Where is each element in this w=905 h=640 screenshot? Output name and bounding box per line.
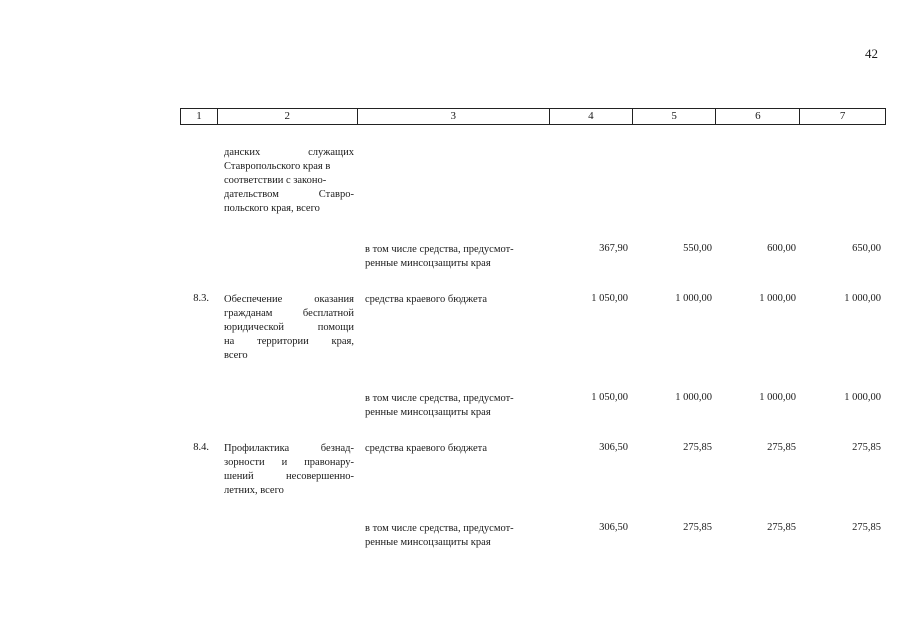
funding-source-line: в том числе средства, предусмот- (365, 523, 514, 534)
value-col-4: 1 050,00 (591, 392, 628, 403)
word: несовершенно- (286, 471, 354, 482)
value-col-4: 367,90 (599, 243, 628, 254)
word: безнад- (320, 443, 354, 454)
value-col-4: 306,50 (599, 522, 628, 533)
word: оказания (314, 294, 354, 305)
value-col-7: 1 000,00 (844, 392, 881, 403)
word: Обеспечение (224, 294, 283, 305)
word: юридической (224, 322, 284, 333)
word: дательством (224, 189, 279, 200)
item-name (224, 442, 354, 498)
value-col-6: 1 000,00 (759, 293, 796, 304)
header-cell-4: 4 (550, 109, 633, 124)
item-name-line: польского края, всего (224, 203, 320, 214)
value-col-7: 275,85 (852, 522, 881, 533)
item-name-line (224, 321, 354, 335)
header-cell-1: 1 (181, 109, 218, 124)
item-name-line (224, 188, 354, 202)
value-col-5: 550,00 (683, 243, 712, 254)
item-name (224, 146, 354, 216)
item-name-line: летних, всего (224, 485, 284, 496)
item-name-line (224, 470, 354, 484)
value-col-4: 306,50 (599, 442, 628, 453)
funding-source-line: в том числе средства, предусмот- (365, 244, 514, 255)
header-cell-2: 2 (218, 109, 358, 124)
funding-source (365, 392, 547, 420)
value-col-5: 1 000,00 (675, 293, 712, 304)
word: зорности (224, 457, 265, 468)
item-name-line (224, 456, 354, 470)
word: территории (257, 336, 309, 347)
item-number: 8.4. (193, 442, 209, 453)
word: гражданам (224, 308, 273, 319)
funding-source (365, 442, 547, 456)
word: данских (224, 147, 261, 158)
value-col-6: 1 000,00 (759, 392, 796, 403)
funding-source-line: ренные минсоцзащиты края (365, 258, 491, 269)
word: и (281, 457, 288, 468)
funding-source-line: средства краевого бюджета (365, 294, 488, 305)
funding-source (365, 243, 547, 271)
header-cell-5: 5 (633, 109, 717, 124)
item-name-line (224, 146, 354, 160)
word: служащих (308, 147, 354, 158)
item-name-line: соответствии с законо- (224, 175, 327, 186)
funding-source (365, 293, 547, 307)
item-number: 8.3. (193, 293, 209, 304)
word: шений (224, 471, 254, 482)
table-header-row (180, 108, 886, 125)
funding-source-line: в том числе средства, предусмот- (365, 393, 514, 404)
word: края, (331, 336, 354, 347)
funding-source-line: ренные минсоцзащиты края (365, 537, 491, 548)
item-name-line: Ставропольского края в (224, 161, 331, 172)
header-cell-7: 7 (839, 110, 846, 122)
value-col-4: 1 050,00 (591, 293, 628, 304)
funding-source-line: средства краевого бюджета (365, 443, 488, 454)
word: правонару- (304, 457, 354, 468)
value-col-6: 275,85 (767, 442, 796, 453)
word: Профилактика (224, 443, 290, 454)
value-col-6: 275,85 (767, 522, 796, 533)
value-col-5: 1 000,00 (675, 392, 712, 403)
header-cell-3: 3 (358, 109, 550, 124)
funding-source (365, 522, 547, 550)
item-name-line (224, 335, 354, 349)
value-col-7: 1 000,00 (844, 293, 881, 304)
word: помощи (317, 322, 354, 333)
value-col-5: 275,85 (683, 522, 712, 533)
funding-source-line: ренные минсоцзащиты края (365, 407, 491, 418)
item-name-line: всего (224, 350, 248, 361)
header-cell-6: 6 (716, 109, 800, 124)
item-name-line (224, 293, 354, 307)
value-col-7: 650,00 (852, 243, 881, 254)
item-name-line (224, 307, 354, 321)
value-col-6: 600,00 (767, 243, 796, 254)
word: Ставро- (318, 189, 354, 200)
page-number: 42 (865, 46, 878, 61)
item-name (224, 293, 354, 363)
value-col-5: 275,85 (683, 442, 712, 453)
word: бесплатной (302, 308, 354, 319)
value-col-7: 275,85 (852, 442, 881, 453)
item-name-line (224, 442, 354, 456)
word: на (224, 336, 235, 347)
